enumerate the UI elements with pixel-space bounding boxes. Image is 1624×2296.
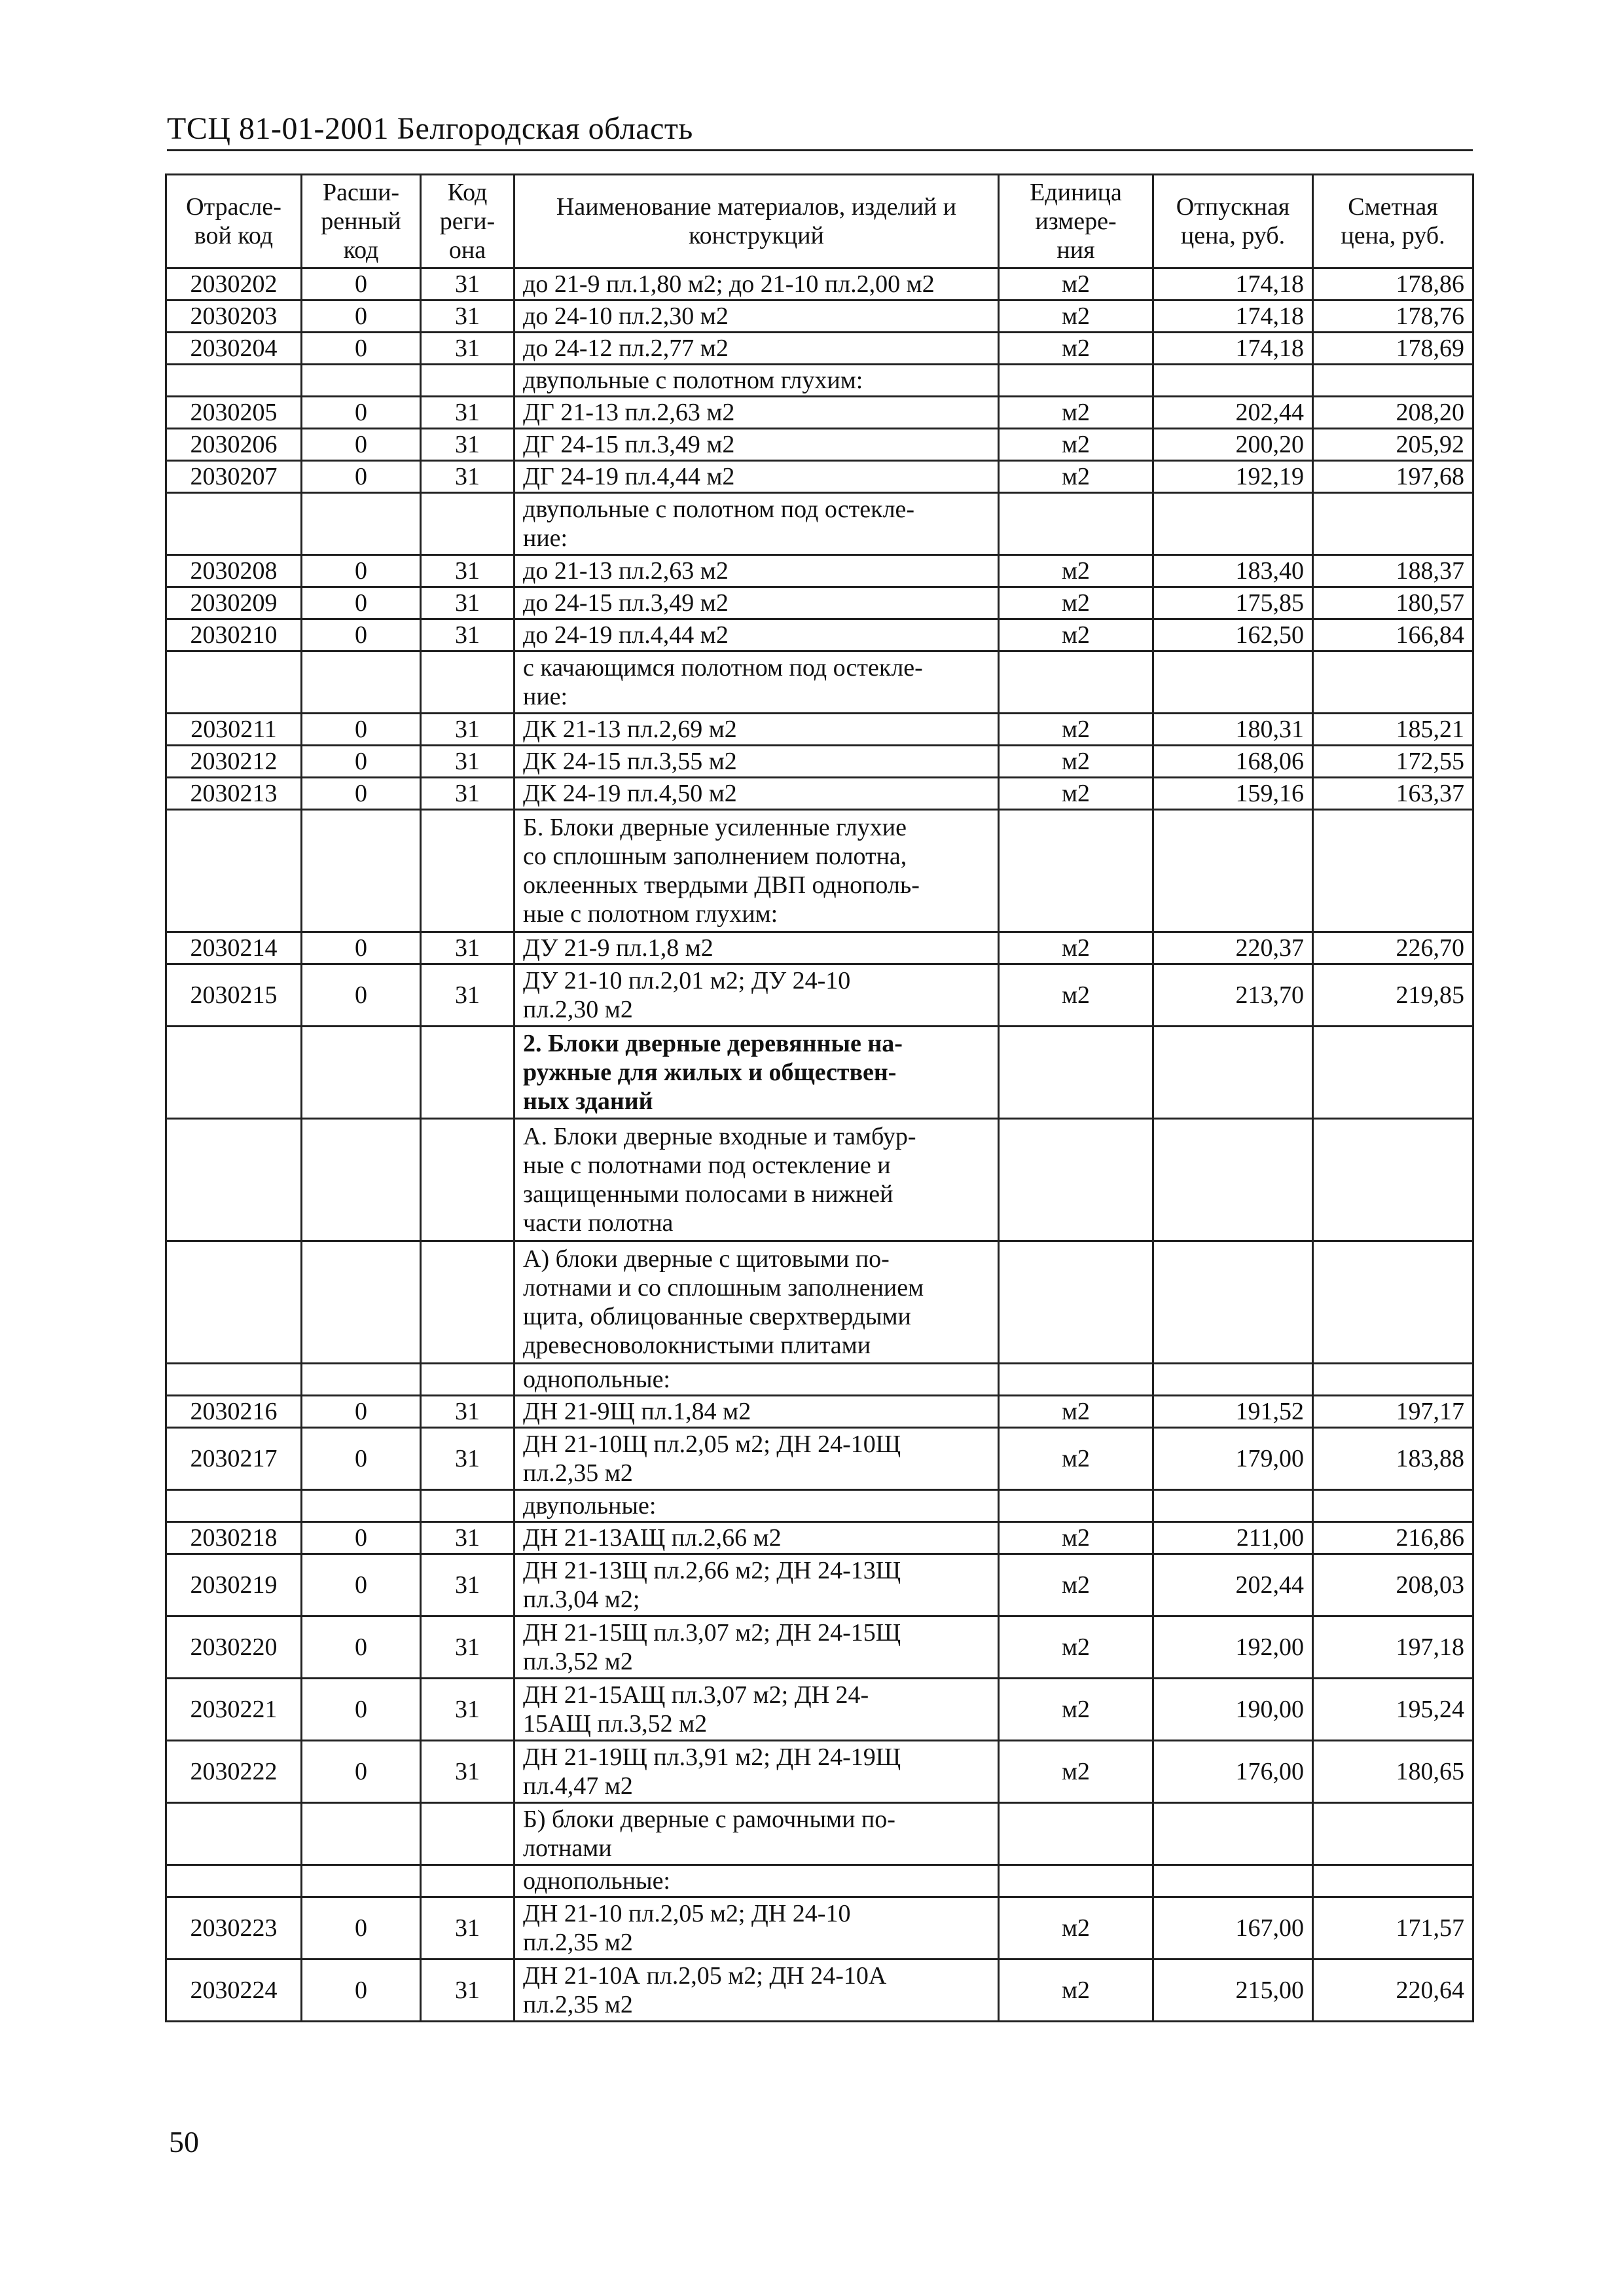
cell-estimate-price: 178,76: [1313, 301, 1473, 333]
cell-material-name: ДГ 24-19 пл.4,44 м2: [514, 461, 999, 493]
cell-unit: [999, 1865, 1153, 1897]
cell-estimate-price: [1313, 1027, 1473, 1119]
cell-release-price: 168,06: [1153, 746, 1313, 778]
cell-region-code: 31: [421, 555, 514, 587]
cell-extended-code: [302, 1865, 421, 1897]
cell-release-price: 220,37: [1153, 932, 1313, 964]
cell-region-code: [421, 1865, 514, 1897]
cell-region-code: [421, 810, 514, 932]
cell-release-price: 200,20: [1153, 429, 1313, 461]
cell-estimate-price: 172,55: [1313, 746, 1473, 778]
table-row: [166, 461, 1473, 493]
cell-release-price: 202,44: [1153, 397, 1313, 429]
cell-release-price: 213,70: [1153, 964, 1313, 1027]
cell-extended-code: [302, 1364, 421, 1396]
cell-release-price: 211,00: [1153, 1522, 1313, 1554]
cell-extended-code: [302, 1119, 421, 1241]
section-heading-row: [166, 1364, 1473, 1396]
cell-region-code: 31: [421, 714, 514, 746]
cell-unit: м2: [999, 1897, 1153, 1959]
cell-release-price: 191,52: [1153, 1396, 1313, 1428]
price-table: [165, 173, 1474, 2022]
cell-extended-code: 0: [302, 714, 421, 746]
cell-extended-code: 0: [302, 1396, 421, 1428]
cell-estimate-price: 197,18: [1313, 1616, 1473, 1679]
cell-release-price: 174,18: [1153, 333, 1313, 365]
cell-industry-code: 2030217: [166, 1428, 302, 1490]
cell-material-name: до 24-15 пл.3,49 м2: [514, 587, 999, 619]
cell-industry-code: [166, 1241, 302, 1364]
cell-material-name: до 24-12 пл.2,77 м2: [514, 333, 999, 365]
cell-extended-code: 0: [302, 301, 421, 333]
cell-estimate-price: 188,37: [1313, 555, 1473, 587]
cell-unit: м2: [999, 1428, 1153, 1490]
cell-extended-code: [302, 1490, 421, 1522]
cell-region-code: 31: [421, 268, 514, 301]
section-heading-row: [166, 1865, 1473, 1897]
cell-industry-code: 2030220: [166, 1616, 302, 1679]
cell-extended-code: 0: [302, 1616, 421, 1679]
cell-release-price: [1153, 493, 1313, 555]
cell-region-code: 31: [421, 333, 514, 365]
cell-estimate-price: [1313, 1490, 1473, 1522]
column-header-material-name: Наименование материалов, изделий и конструкций: [514, 175, 999, 268]
cell-release-price: [1153, 651, 1313, 714]
cell-material-name: однопольные:: [514, 1364, 999, 1396]
cell-material-name: ДН 21-15АЩ пл.3,07 м2; ДН 24- 15АЩ пл.3,52 м2: [514, 1679, 999, 1741]
cell-estimate-price: 185,21: [1313, 714, 1473, 746]
cell-release-price: [1153, 365, 1313, 397]
cell-unit: м2: [999, 964, 1153, 1027]
cell-region-code: 31: [421, 746, 514, 778]
cell-material-name: ДН 21-15Щ пл.3,07 м2; ДН 24-15Щ пл.3,52 м2: [514, 1616, 999, 1679]
cell-unit: м2: [999, 1616, 1153, 1679]
cell-material-name: ДН 21-10А пл.2,05 м2; ДН 24-10А пл.2,35 м2: [514, 1959, 999, 2022]
cell-material-name: однопольные:: [514, 1865, 999, 1897]
cell-region-code: 31: [421, 1396, 514, 1428]
section-heading-row: [166, 1490, 1473, 1522]
cell-material-name: ДУ 21-10 пл.2,01 м2; ДУ 24-10 пл.2,30 м2: [514, 964, 999, 1027]
cell-unit: м2: [999, 587, 1153, 619]
cell-industry-code: 2030215: [166, 964, 302, 1027]
cell-industry-code: [166, 1027, 302, 1119]
cell-extended-code: 0: [302, 1428, 421, 1490]
cell-extended-code: [302, 1027, 421, 1119]
cell-region-code: [421, 493, 514, 555]
cell-extended-code: 0: [302, 268, 421, 301]
cell-material-name: ДК 21-13 пл.2,69 м2: [514, 714, 999, 746]
cell-unit: м2: [999, 429, 1153, 461]
cell-industry-code: [166, 810, 302, 932]
cell-release-price: 183,40: [1153, 555, 1313, 587]
cell-material-name: А. Блоки дверные входные и тамбур- ные с полотнами под остекление и защищенными полосами в нижней части полотна: [514, 1119, 999, 1241]
cell-release-price: [1153, 1241, 1313, 1364]
cell-estimate-price: [1313, 1364, 1473, 1396]
cell-industry-code: 2030205: [166, 397, 302, 429]
cell-material-name: ДК 24-19 пл.4,50 м2: [514, 778, 999, 810]
cell-extended-code: 0: [302, 932, 421, 964]
cell-release-price: [1153, 1119, 1313, 1241]
cell-unit: [999, 1119, 1153, 1241]
table-row: [166, 619, 1473, 651]
cell-estimate-price: 180,57: [1313, 587, 1473, 619]
cell-industry-code: [166, 365, 302, 397]
table-row: [166, 555, 1473, 587]
cell-industry-code: 2030203: [166, 301, 302, 333]
column-header-industry-code: Отрасле- вой код: [166, 175, 302, 268]
cell-material-name: двупольные:: [514, 1490, 999, 1522]
cell-industry-code: 2030212: [166, 746, 302, 778]
cell-industry-code: 2030223: [166, 1897, 302, 1959]
cell-extended-code: 0: [302, 1554, 421, 1616]
cell-region-code: 31: [421, 619, 514, 651]
cell-release-price: 192,19: [1153, 461, 1313, 493]
cell-release-price: [1153, 1364, 1313, 1396]
table-row: [166, 964, 1473, 1027]
table-row: [166, 1616, 1473, 1679]
cell-region-code: 31: [421, 964, 514, 1027]
cell-material-name: А) блоки дверные с щитовыми по- лотнами и со сплошным заполнением щита, облицованные сверхтвердыми древесноволокнистыми плитами: [514, 1241, 999, 1364]
cell-material-name: до 21-13 пл.2,63 м2: [514, 555, 999, 587]
cell-extended-code: [302, 810, 421, 932]
cell-extended-code: 0: [302, 1897, 421, 1959]
cell-release-price: 176,00: [1153, 1741, 1313, 1803]
table-row: [166, 746, 1473, 778]
cell-estimate-price: [1313, 1119, 1473, 1241]
table-body: [166, 268, 1473, 2022]
section-heading-row: [166, 1803, 1473, 1865]
cell-estimate-price: 197,17: [1313, 1396, 1473, 1428]
cell-release-price: 202,44: [1153, 1554, 1313, 1616]
table-row: [166, 1897, 1473, 1959]
cell-estimate-price: 197,68: [1313, 461, 1473, 493]
cell-industry-code: 2030204: [166, 333, 302, 365]
cell-extended-code: 0: [302, 964, 421, 1027]
cell-material-name: ДН 21-10Щ пл.2,05 м2; ДН 24-10Щ пл.2,35 м2: [514, 1428, 999, 1490]
cell-material-name: ДУ 21-9 пл.1,8 м2: [514, 932, 999, 964]
column-header-estimate-price: Сметная цена, руб.: [1313, 175, 1473, 268]
cell-release-price: 167,00: [1153, 1897, 1313, 1959]
table-row: [166, 1959, 1473, 2022]
cell-release-price: 190,00: [1153, 1679, 1313, 1741]
cell-unit: [999, 810, 1153, 932]
cell-industry-code: 2030222: [166, 1741, 302, 1803]
cell-extended-code: 0: [302, 555, 421, 587]
cell-release-price: 159,16: [1153, 778, 1313, 810]
table-row: [166, 1741, 1473, 1803]
cell-release-price: 175,85: [1153, 587, 1313, 619]
cell-industry-code: [166, 1490, 302, 1522]
cell-industry-code: [166, 493, 302, 555]
cell-material-name: двупольные с полотном глухим:: [514, 365, 999, 397]
cell-region-code: 31: [421, 461, 514, 493]
cell-material-name: Б. Блоки дверные усиленные глухие со сплошным заполнением полотна, оклеенных твердыми ДВП однополь- ные с полотном глухим:: [514, 810, 999, 932]
cell-extended-code: 0: [302, 429, 421, 461]
cell-unit: м2: [999, 778, 1153, 810]
cell-estimate-price: 220,64: [1313, 1959, 1473, 2022]
table-row: [166, 333, 1473, 365]
cell-unit: [999, 1364, 1153, 1396]
cell-industry-code: 2030216: [166, 1396, 302, 1428]
cell-material-name: ДК 24-15 пл.3,55 м2: [514, 746, 999, 778]
cell-industry-code: 2030224: [166, 1959, 302, 2022]
column-header-extended-code: Расши- ренный код: [302, 175, 421, 268]
column-header-release-price: Отпускная цена, руб.: [1153, 175, 1313, 268]
cell-extended-code: [302, 493, 421, 555]
cell-material-name: до 24-10 пл.2,30 м2: [514, 301, 999, 333]
cell-region-code: 31: [421, 1554, 514, 1616]
table-row: [166, 1396, 1473, 1428]
cell-estimate-price: [1313, 1803, 1473, 1865]
cell-estimate-price: [1313, 810, 1473, 932]
table-row: [166, 932, 1473, 964]
cell-industry-code: [166, 1803, 302, 1865]
cell-industry-code: 2030209: [166, 587, 302, 619]
cell-release-price: 174,18: [1153, 301, 1313, 333]
cell-region-code: 31: [421, 397, 514, 429]
cell-extended-code: 0: [302, 619, 421, 651]
table-row: [166, 429, 1473, 461]
cell-unit: м2: [999, 746, 1153, 778]
table-row: [166, 1428, 1473, 1490]
cell-release-price: [1153, 1027, 1313, 1119]
table-row: [166, 1679, 1473, 1741]
cell-region-code: 31: [421, 778, 514, 810]
cell-industry-code: 2030214: [166, 932, 302, 964]
cell-unit: [999, 651, 1153, 714]
cell-extended-code: 0: [302, 397, 421, 429]
section-heading-row: [166, 1027, 1473, 1119]
cell-material-name: Б) блоки дверные с рамочными по- лотнами: [514, 1803, 999, 1865]
cell-industry-code: 2030206: [166, 429, 302, 461]
cell-release-price: 162,50: [1153, 619, 1313, 651]
cell-region-code: 31: [421, 1741, 514, 1803]
cell-unit: м2: [999, 619, 1153, 651]
cell-region-code: 31: [421, 587, 514, 619]
cell-unit: м2: [999, 1522, 1153, 1554]
cell-extended-code: [302, 1803, 421, 1865]
cell-region-code: 31: [421, 301, 514, 333]
cell-region-code: 31: [421, 1522, 514, 1554]
table-header: [166, 175, 1473, 268]
cell-extended-code: 0: [302, 461, 421, 493]
cell-industry-code: 2030202: [166, 268, 302, 301]
cell-region-code: 31: [421, 932, 514, 964]
cell-unit: [999, 1803, 1153, 1865]
cell-estimate-price: 205,92: [1313, 429, 1473, 461]
cell-release-price: 174,18: [1153, 268, 1313, 301]
cell-material-name: двупольные с полотном под остекле- ние:: [514, 493, 999, 555]
column-header-region-code: Код реги- она: [421, 175, 514, 268]
cell-estimate-price: 171,57: [1313, 1897, 1473, 1959]
cell-unit: м2: [999, 1741, 1153, 1803]
section-heading-row: [166, 493, 1473, 555]
section-heading-row: [166, 651, 1473, 714]
cell-unit: м2: [999, 555, 1153, 587]
cell-estimate-price: 178,86: [1313, 268, 1473, 301]
cell-industry-code: 2030221: [166, 1679, 302, 1741]
cell-estimate-price: [1313, 365, 1473, 397]
cell-unit: [999, 493, 1153, 555]
cell-estimate-price: 219,85: [1313, 964, 1473, 1027]
cell-region-code: [421, 1241, 514, 1364]
cell-estimate-price: 216,86: [1313, 1522, 1473, 1554]
cell-industry-code: 2030210: [166, 619, 302, 651]
cell-unit: [999, 1490, 1153, 1522]
section-heading-row: [166, 1241, 1473, 1364]
section-heading-row: [166, 1119, 1473, 1241]
cell-region-code: 31: [421, 1897, 514, 1959]
cell-estimate-price: 163,37: [1313, 778, 1473, 810]
cell-region-code: 31: [421, 429, 514, 461]
cell-estimate-price: [1313, 1241, 1473, 1364]
table-row: [166, 714, 1473, 746]
cell-unit: м2: [999, 461, 1153, 493]
cell-unit: [999, 1027, 1153, 1119]
cell-extended-code: 0: [302, 587, 421, 619]
cell-extended-code: 0: [302, 333, 421, 365]
cell-material-name: ДН 21-9Щ пл.1,84 м2: [514, 1396, 999, 1428]
cell-estimate-price: 208,03: [1313, 1554, 1473, 1616]
cell-material-name: до 21-9 пл.1,80 м2; до 21-10 пл.2,00 м2: [514, 268, 999, 301]
table-row: [166, 301, 1473, 333]
cell-estimate-price: 183,88: [1313, 1428, 1473, 1490]
cell-extended-code: 0: [302, 1741, 421, 1803]
page-header: [167, 110, 1473, 151]
cell-estimate-price: 208,20: [1313, 397, 1473, 429]
cell-estimate-price: [1313, 651, 1473, 714]
page-number: 50: [169, 2125, 199, 2159]
cell-estimate-price: 178,69: [1313, 333, 1473, 365]
cell-release-price: 179,00: [1153, 1428, 1313, 1490]
cell-estimate-price: 180,65: [1313, 1741, 1473, 1803]
cell-material-name: с качающимся полотном под остекле- ние:: [514, 651, 999, 714]
cell-region-code: [421, 1803, 514, 1865]
cell-region-code: [421, 1364, 514, 1396]
cell-unit: [999, 365, 1153, 397]
cell-extended-code: 0: [302, 746, 421, 778]
cell-unit: м2: [999, 301, 1153, 333]
cell-estimate-price: 226,70: [1313, 932, 1473, 964]
cell-region-code: [421, 1490, 514, 1522]
cell-release-price: 180,31: [1153, 714, 1313, 746]
column-header-unit: Единица измере- ния: [999, 175, 1153, 268]
cell-unit: м2: [999, 1554, 1153, 1616]
cell-extended-code: 0: [302, 1959, 421, 2022]
cell-industry-code: 2030219: [166, 1554, 302, 1616]
cell-extended-code: 0: [302, 1679, 421, 1741]
cell-extended-code: [302, 365, 421, 397]
cell-unit: м2: [999, 268, 1153, 301]
cell-region-code: 31: [421, 1428, 514, 1490]
cell-release-price: [1153, 1490, 1313, 1522]
cell-region-code: [421, 1027, 514, 1119]
cell-material-name: до 24-19 пл.4,44 м2: [514, 619, 999, 651]
cell-region-code: 31: [421, 1616, 514, 1679]
table-row: [166, 397, 1473, 429]
cell-estimate-price: [1313, 493, 1473, 555]
cell-unit: м2: [999, 1959, 1153, 2022]
cell-material-name: ДН 21-13Щ пл.2,66 м2; ДН 24-13Щ пл.3,04 м2;: [514, 1554, 999, 1616]
cell-unit: м2: [999, 932, 1153, 964]
cell-unit: м2: [999, 714, 1153, 746]
table-row: [166, 1522, 1473, 1554]
cell-material-name: 2. Блоки дверные деревянные на- ружные для жилых и обществен- ных зданий: [514, 1027, 999, 1119]
cell-region-code: [421, 651, 514, 714]
cell-unit: м2: [999, 333, 1153, 365]
document-title: ТСЦ 81-01-2001 Белгородская область: [167, 111, 693, 146]
cell-extended-code: [302, 1241, 421, 1364]
cell-release-price: [1153, 1803, 1313, 1865]
cell-industry-code: 2030213: [166, 778, 302, 810]
cell-release-price: [1153, 810, 1313, 932]
table-row: [166, 587, 1473, 619]
cell-unit: [999, 1241, 1153, 1364]
table-row: [166, 778, 1473, 810]
cell-estimate-price: [1313, 1865, 1473, 1897]
cell-release-price: [1153, 1865, 1313, 1897]
cell-material-name: ДН 21-19Щ пл.3,91 м2; ДН 24-19Щ пл.4,47 м2: [514, 1741, 999, 1803]
cell-industry-code: [166, 651, 302, 714]
cell-material-name: ДН 21-10 пл.2,05 м2; ДН 24-10 пл.2,35 м2: [514, 1897, 999, 1959]
table-row: [166, 1554, 1473, 1616]
cell-estimate-price: 166,84: [1313, 619, 1473, 651]
cell-industry-code: 2030211: [166, 714, 302, 746]
cell-industry-code: [166, 1119, 302, 1241]
section-heading-row: [166, 365, 1473, 397]
section-heading-row: [166, 810, 1473, 932]
cell-industry-code: [166, 1865, 302, 1897]
cell-extended-code: [302, 651, 421, 714]
cell-region-code: 31: [421, 1679, 514, 1741]
cell-material-name: ДН 21-13АЩ пл.2,66 м2: [514, 1522, 999, 1554]
cell-region-code: [421, 365, 514, 397]
cell-industry-code: 2030207: [166, 461, 302, 493]
cell-unit: м2: [999, 1679, 1153, 1741]
cell-release-price: 192,00: [1153, 1616, 1313, 1679]
cell-unit: м2: [999, 397, 1153, 429]
cell-industry-code: 2030218: [166, 1522, 302, 1554]
cell-extended-code: 0: [302, 778, 421, 810]
cell-material-name: ДГ 21-13 пл.2,63 м2: [514, 397, 999, 429]
cell-region-code: [421, 1119, 514, 1241]
cell-industry-code: [166, 1364, 302, 1396]
cell-material-name: ДГ 24-15 пл.3,49 м2: [514, 429, 999, 461]
cell-estimate-price: 195,24: [1313, 1679, 1473, 1741]
cell-extended-code: 0: [302, 1522, 421, 1554]
cell-industry-code: 2030208: [166, 555, 302, 587]
cell-unit: м2: [999, 1396, 1153, 1428]
cell-region-code: 31: [421, 1959, 514, 2022]
cell-release-price: 215,00: [1153, 1959, 1313, 2022]
table-row: [166, 268, 1473, 301]
